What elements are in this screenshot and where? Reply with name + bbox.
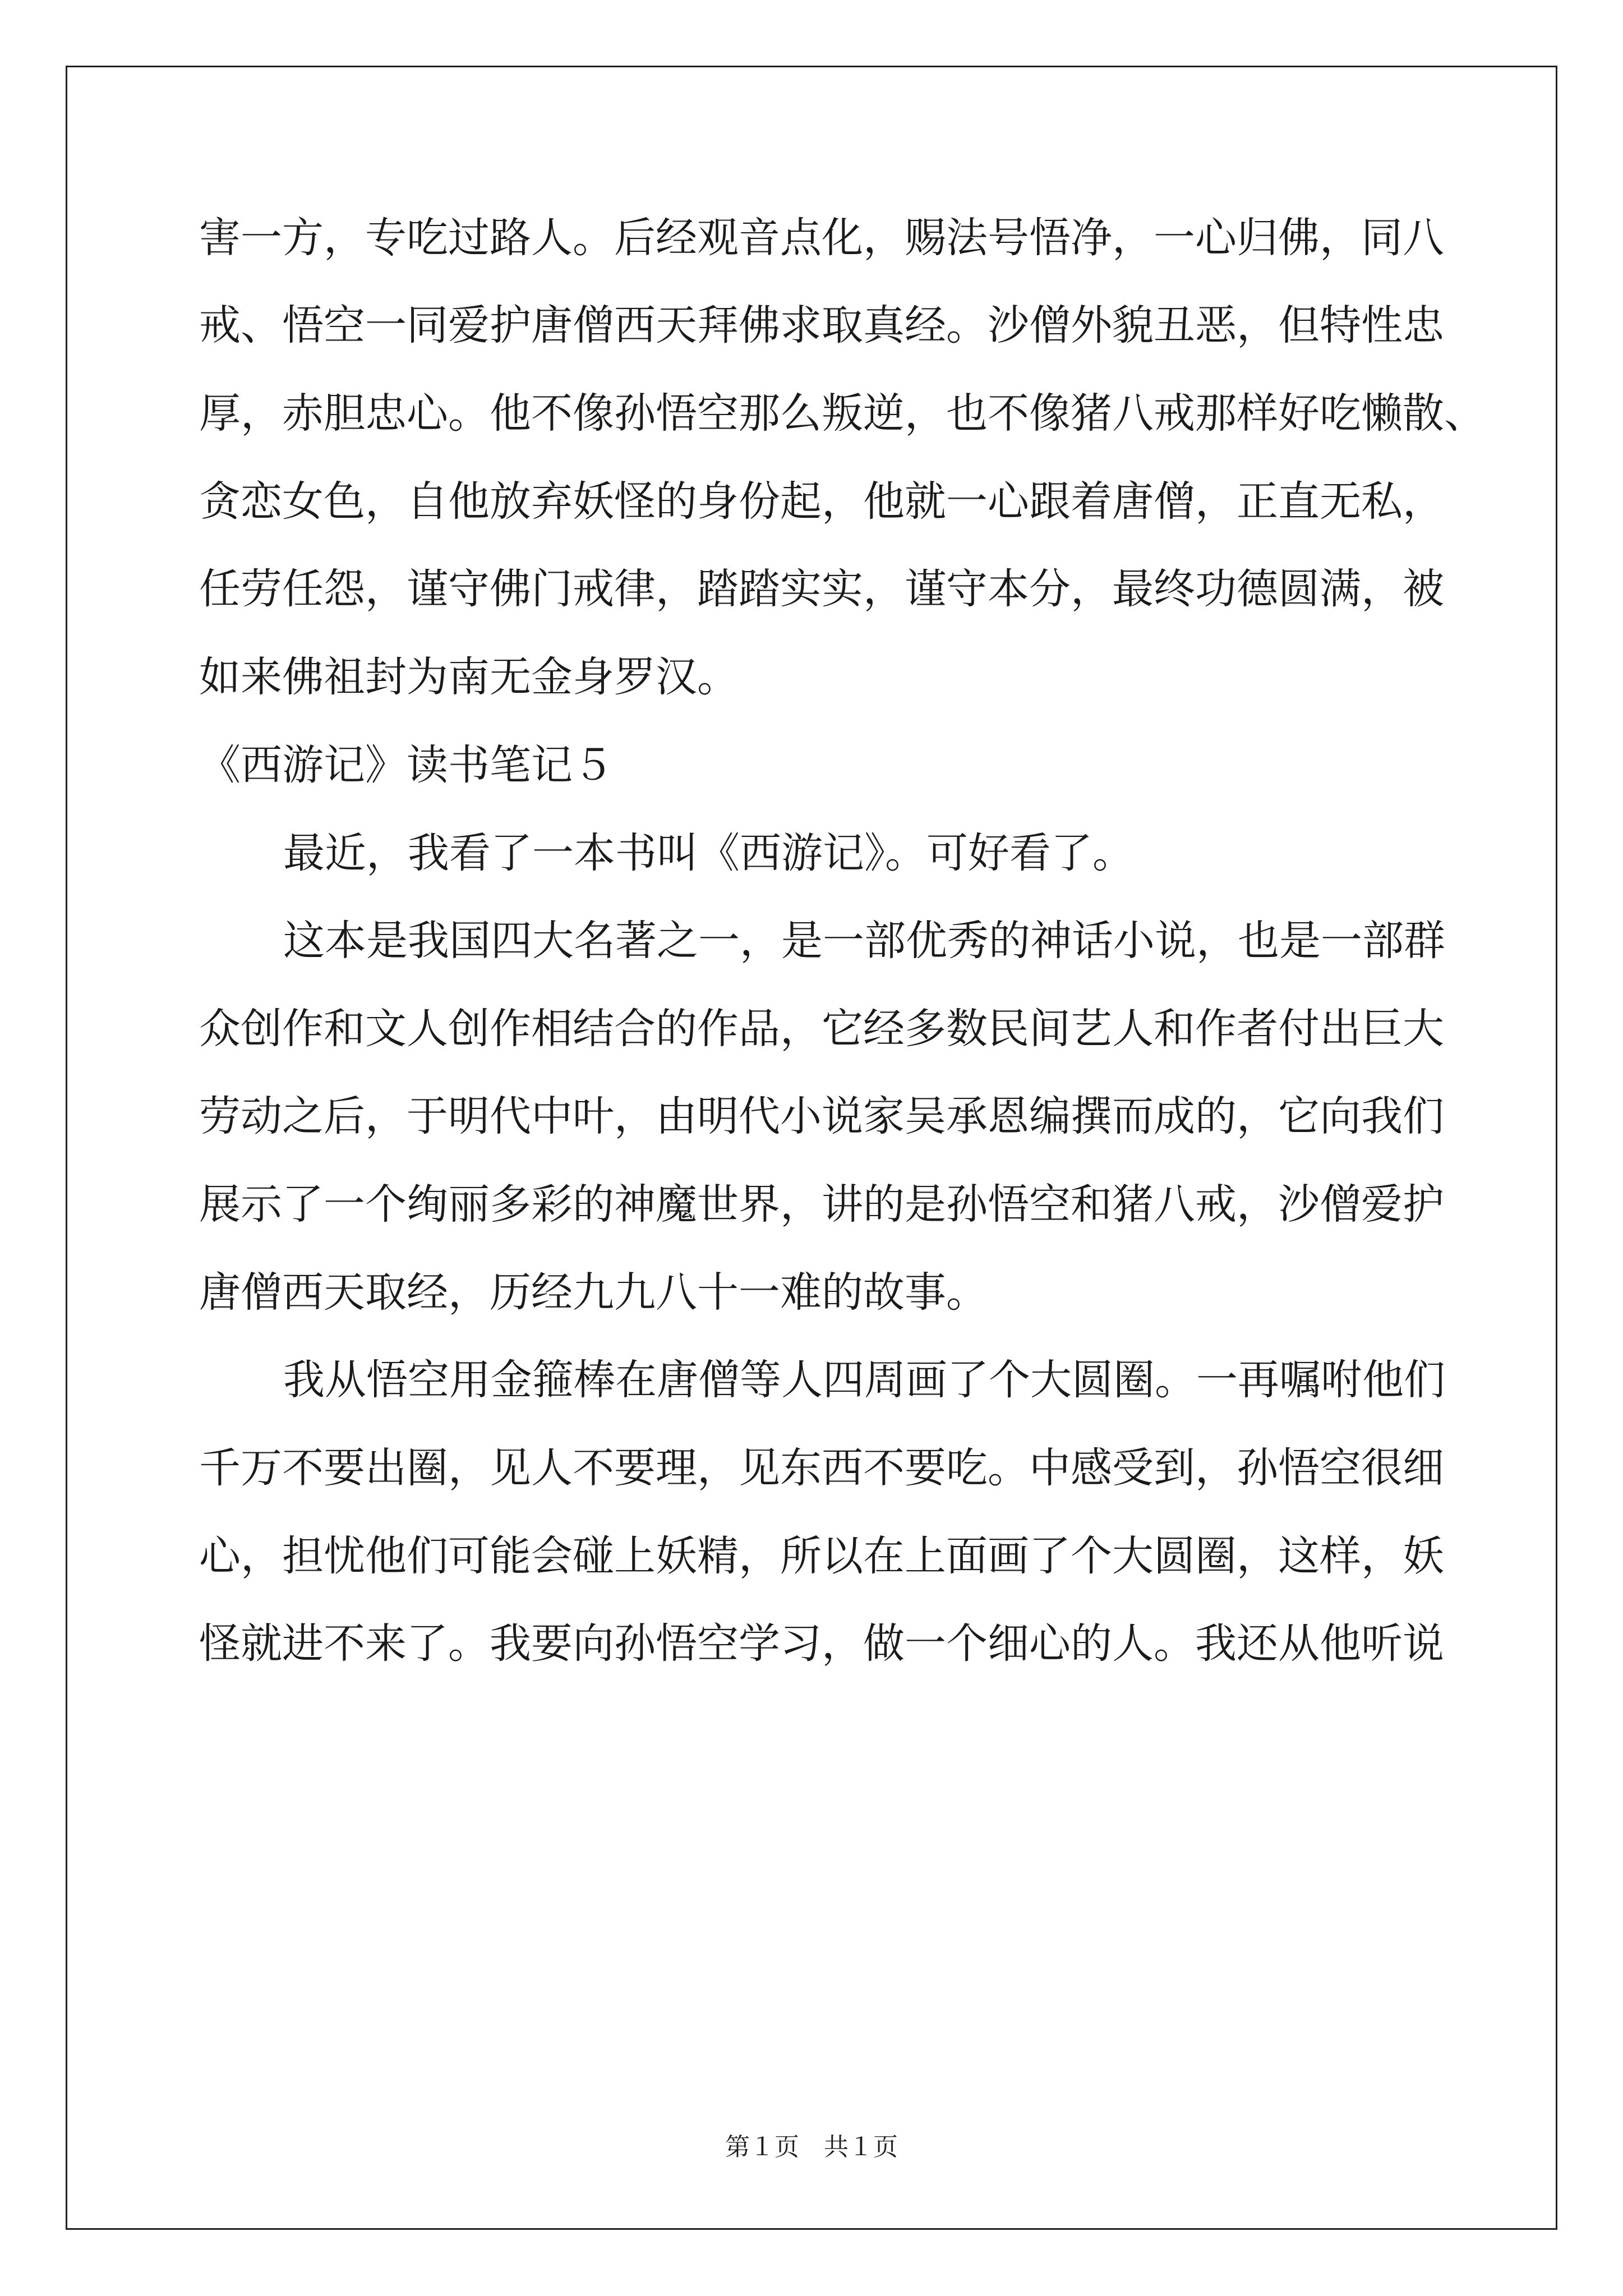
body-text-line: 如来佛祖封为南无金身罗汉。 <box>199 653 739 701</box>
paragraph-start-line: 我从悟空用金箍棒在唐僧等人四周画了个大圆圈。一再嘱咐他们 <box>283 1356 1445 1404</box>
paragraph-start-line: 这本是我国四大名著之一，是一部优秀的神话小说，也是一部群 <box>283 917 1445 965</box>
body-text-line: 戒、悟空一同爱护唐僧西天拜佛求取真经。沙僧外貌丑恶，但特性忠 <box>199 301 1444 349</box>
body-text-line: 害一方，专吃过路人。后经观音点化，赐法号悟净，一心归佛，同八 <box>199 214 1444 262</box>
body-text-line: 贪恋女色，自他放弃妖怪的身份起，他就一心跟着唐僧，正直无私， <box>199 477 1444 526</box>
body-text-line: 劳动之后，于明代中叶，由明代小说家吴承恩编撰而成的，它向我们 <box>199 1092 1444 1140</box>
body-text-line: 千万不要出圈，见人不要理，见东西不要吃。中感受到，孙悟空很细 <box>199 1444 1444 1492</box>
body-text-line: 众创作和文人创作相结合的作品，它经多数民间艺人和作者付出巨大 <box>199 1005 1444 1053</box>
body-text-line: 怪就进不来了。我要向孙悟空学习，做一个细心的人。我还从他听说 <box>199 1619 1444 1668</box>
body-text-line: 唐僧西天取经，历经九九八十一难的故事。 <box>199 1268 988 1317</box>
body-text-line: 心，担忧他们可能会碰上妖精，所以在上面画了个大圆圈，这样，妖 <box>199 1532 1444 1580</box>
section-heading: 《西游记》读书笔记５ <box>199 741 614 789</box>
body-text-line: 厚，赤胆忠心。他不像孙悟空那么叛逆，也不像猪八戒那样好吃懒散、 <box>199 389 1486 438</box>
page-number-footer: 第１页 共１页 <box>725 2133 898 2161</box>
paragraph-start-line: 最近，我看了一本书叫《西游记》。可好看了。 <box>283 829 1134 877</box>
body-text-line: 展示了一个绚丽多彩的神魔世界，讲的是孙悟空和猪八戒，沙僧爱护 <box>199 1180 1444 1228</box>
body-text-line: 任劳任怨，谨守佛门戒律，踏踏实实，谨守本分，最终功德圆满，被 <box>199 565 1444 613</box>
